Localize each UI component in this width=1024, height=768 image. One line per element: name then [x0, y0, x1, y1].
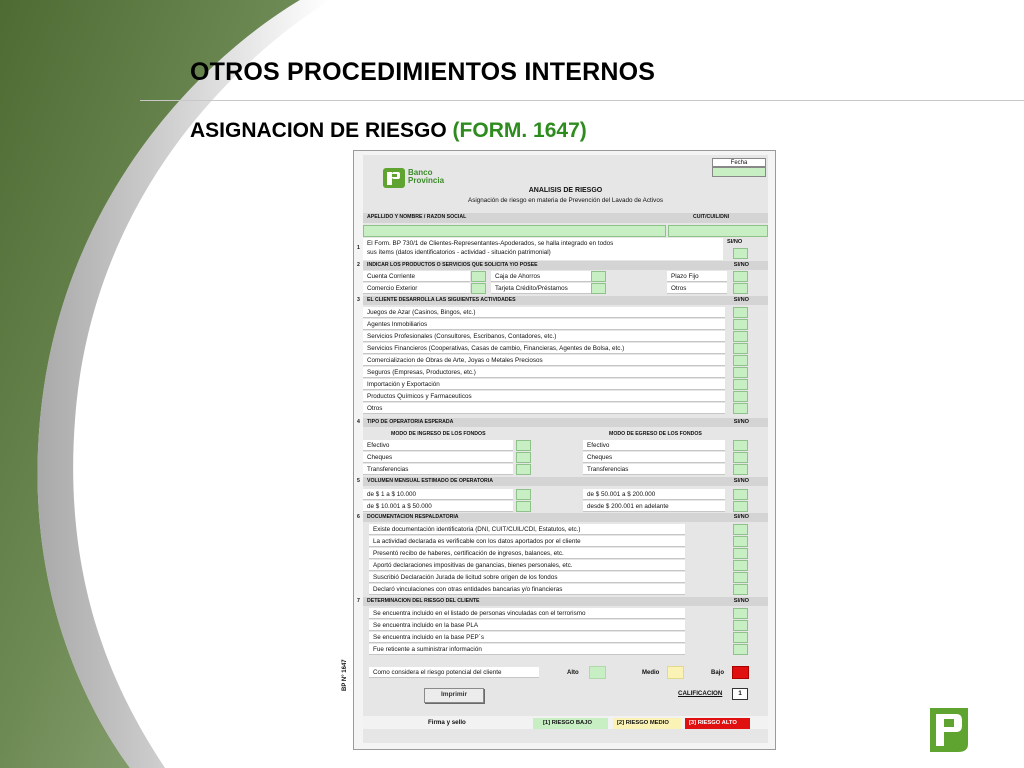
section-1-sino: SI/NO [727, 239, 743, 245]
section-4-header-bar [357, 418, 768, 427]
product-checkbox[interactable] [591, 283, 606, 294]
document-checkbox[interactable] [733, 572, 748, 583]
outflow-mode-header: MODO DE EGRESO DE LOS FONDOS [609, 431, 702, 437]
section-3-header: EL CLIENTE DESARROLLA LAS SIGUIENTES ACTIVIDADES [367, 297, 516, 303]
activity-item: Comercializacion de Obras de Arte, Joyas o Metales Preciosos [363, 355, 725, 366]
imprimir-button[interactable]: Imprimir [424, 688, 484, 703]
document-checkbox[interactable] [733, 584, 748, 595]
activity-checkbox[interactable] [733, 319, 748, 330]
form-subtitle: Asignación de riesgo en materia de Prevención del Lavado de Activos [468, 197, 663, 204]
activity-item: Juegos de Azar (Casinos, Bingos, etc.) [363, 307, 725, 318]
section-6-number: 6 [357, 514, 360, 520]
section-5-header-bar [357, 477, 768, 486]
product-item: Otros [667, 283, 727, 294]
medio-option[interactable] [667, 666, 684, 679]
section-5-header: VOLUMEN MENSUAL ESTIMADO DE OPERATORIA [367, 478, 493, 484]
volume-checkbox[interactable] [733, 489, 748, 500]
risk-determination-checkbox[interactable] [733, 608, 748, 619]
section-6-header-bar [357, 513, 768, 522]
risk-question: Como considera el riesgo potencial del cliente [369, 667, 539, 678]
form-body [357, 155, 768, 743]
legend-riesgo-medio: [2] RIESGO MEDIO [613, 718, 681, 729]
section-5-number: 5 [357, 478, 360, 484]
name-header-bar [363, 213, 768, 223]
product-item: Cuenta Corriente [363, 271, 470, 282]
risk-determination-item: Se encuentra incluido en la base PEP´s [369, 632, 685, 643]
section-2-number: 2 [357, 262, 360, 268]
activity-item: Agentes Inmobiliarios [363, 319, 725, 330]
section-1-line2: sus ítems (datos identificatorios - actividad - situación patrimonial) [367, 249, 551, 256]
risk-determination-item: Se encuentra incluido en la base PLA [369, 620, 685, 631]
document-item: Presentó recibo de haberes, certificación de ingresos, balances, etc. [369, 548, 685, 559]
activity-checkbox[interactable] [733, 331, 748, 342]
outflow-item: Efectivo [583, 440, 725, 451]
slide-subtitle [190, 119, 587, 143]
income-mode-header: MODO DE INGRESO DE LOS FONDOS [391, 431, 486, 437]
section-7-number: 7 [357, 598, 360, 604]
firma-label: Firma y sello [428, 719, 466, 726]
banco-provincia-logo-icon [926, 704, 972, 756]
product-item: Plazo Fijo [667, 271, 727, 282]
fecha-label: Fecha [712, 158, 766, 167]
volume-item: de $ 1 a $ 10.000 [363, 489, 513, 500]
section-2-header: INDICAR LOS PRODUCTOS O SERVICIOS QUE SOLICITA Y/O POSEE [367, 262, 538, 268]
alto-label: Alto [567, 670, 579, 676]
section-7-sino: SI/NO [733, 598, 749, 604]
income-item: Transferencias [363, 464, 513, 475]
slide-title: OTROS PROCEDIMIENTOS INTERNOS [190, 58, 656, 86]
calificacion-label: CALIFICACION [678, 690, 723, 697]
activity-checkbox[interactable] [733, 343, 748, 354]
product-checkbox[interactable] [591, 271, 606, 282]
risk-determination-checkbox[interactable] [733, 644, 748, 655]
section-3-header-bar [357, 296, 768, 305]
income-item: Efectivo [363, 440, 513, 451]
volume-checkbox[interactable] [516, 489, 531, 500]
income-checkbox[interactable] [516, 464, 531, 475]
document-item: Existe documentación identificatoria (DNI, CUIT/CUIL/CDI, Estatutos, etc.) [369, 524, 685, 535]
activity-checkbox[interactable] [733, 403, 748, 414]
product-checkbox[interactable] [733, 283, 748, 294]
volume-checkbox[interactable] [516, 501, 531, 512]
outflow-checkbox[interactable] [733, 464, 748, 475]
outflow-item: Cheques [583, 452, 725, 463]
calificacion-value: 1 [732, 688, 748, 700]
risk-determination-checkbox[interactable] [733, 632, 748, 643]
bank-name [408, 169, 444, 185]
product-item: Tarjeta Crédito/Préstamos [491, 283, 591, 294]
form-side-label: BP N° 1647 [342, 659, 348, 691]
section-1-checkbox[interactable] [733, 248, 748, 259]
section-6-sino: SI/NO [733, 514, 749, 520]
volume-item: desde $ 200.001 en adelante [583, 501, 725, 512]
product-checkbox[interactable] [733, 271, 748, 282]
activity-item: Seguros (Empresas, Productores, etc.) [363, 367, 725, 378]
outflow-item: Transferencias [583, 464, 725, 475]
bank-name-line1: Banco [408, 168, 433, 177]
medio-label: Medio [642, 670, 660, 676]
bank-logo-icon [383, 168, 405, 188]
section-7-header-bar [357, 597, 768, 606]
risk-determination-checkbox[interactable] [733, 620, 748, 631]
fecha-field[interactable] [712, 167, 766, 177]
document-checkbox[interactable] [733, 536, 748, 547]
bajo-label: Bajo [711, 670, 725, 676]
activity-item: Servicios Profesionales (Consultores, Escribanos, Contadores, etc.) [363, 331, 725, 342]
document-item: Declaró vinculaciones con otras entidades bancarias y/o financieras [369, 584, 685, 595]
form-title: ANALISIS DE RIESGO [528, 187, 603, 194]
income-item: Cheques [363, 452, 513, 463]
volume-item: de $ 50.001 a $ 200.000 [583, 489, 725, 500]
income-checkbox[interactable] [516, 452, 531, 463]
outflow-checkbox[interactable] [733, 452, 748, 463]
section-2-sino: SI/NO [733, 262, 749, 268]
outflow-checkbox[interactable] [733, 440, 748, 451]
cuit-field[interactable] [668, 225, 768, 237]
section-1-line1: El Form. BP 730/1 de Clientes-Representantes-Apoderados, se halla integrado en todos [367, 240, 614, 247]
bank-name-line2: Provincia [408, 176, 445, 185]
risk-determination-item: Se encuentra incluido en el listado de personas vinculadas con el terrorismo [369, 608, 685, 619]
activity-checkbox[interactable] [733, 307, 748, 318]
subtitle-main: ASIGNACION DE RIESGO [190, 119, 447, 142]
activity-item: Servicios Financieros (Cooperativas, Casas de cambio, Financieras, Agentes de Bolsa, etc.) [363, 343, 725, 354]
legend-riesgo-alto: [3] RIESGO ALTO [685, 718, 750, 729]
activity-checkbox[interactable] [733, 391, 748, 402]
income-checkbox[interactable] [516, 440, 531, 451]
document-item: Suscribió Declaración Jurada de licitud sobre origen de los fondos [369, 572, 685, 583]
title-divider [140, 100, 1024, 101]
name-header: APELLIDO Y NOMBRE / RAZON SOCIAL [367, 214, 467, 220]
section-4-sino: SI/NO [733, 419, 749, 425]
document-checkbox[interactable] [733, 548, 748, 559]
section-2-header-bar [357, 261, 768, 270]
document-checkbox[interactable] [733, 524, 748, 535]
name-field[interactable] [363, 225, 666, 237]
document-item: La actividad declarada es verificable con los datos aportados por el cliente [369, 536, 685, 547]
alto-option[interactable] [589, 666, 606, 679]
cuit-header: CUIT/CUIL/DNI [693, 214, 730, 220]
risk-determination-item: Fue reticente a suministrar información [369, 644, 685, 655]
product-checkbox[interactable] [471, 283, 486, 294]
subtitle-form-number: (FORM. 1647) [452, 119, 587, 142]
product-item: Caja de Ahorros [491, 271, 591, 282]
section-1-text [363, 238, 723, 260]
volume-checkbox[interactable] [733, 501, 748, 512]
section-7-header: DETERMINACION DEL RIESGO DEL CLIENTE [367, 598, 480, 604]
section-5-sino: SI/NO [733, 478, 749, 484]
activity-checkbox[interactable] [733, 367, 748, 378]
section-4-header: TIPO DE OPERATORIA ESPERADA [367, 419, 454, 425]
section-6-header: DOCUMENTACION RESPALDATORIA [367, 514, 459, 520]
section-3-sino: SI/NO [733, 297, 749, 303]
activity-item: Importación y Exportación [363, 379, 725, 390]
product-item: Comercio Exterior [363, 283, 470, 294]
section-1-number: 1 [357, 245, 360, 251]
bajo-option[interactable] [732, 666, 749, 679]
volume-item: de $ 10.001 a $ 50.000 [363, 501, 513, 512]
document-checkbox[interactable] [733, 560, 748, 571]
section-4-number: 4 [357, 419, 360, 425]
product-checkbox[interactable] [471, 271, 486, 282]
risk-form [342, 150, 776, 750]
section-3-number: 3 [357, 297, 360, 303]
legend-riesgo-bajo: [1] RIESGO BAJO [533, 718, 608, 729]
activity-checkbox[interactable] [733, 355, 748, 366]
activity-item: Productos Químicos y Farmaceuticos [363, 391, 725, 402]
activity-item: Otros [363, 403, 725, 414]
document-item: Aportó declaraciones impositivas de ganancias, bienes personales, etc. [369, 560, 685, 571]
activity-checkbox[interactable] [733, 379, 748, 390]
